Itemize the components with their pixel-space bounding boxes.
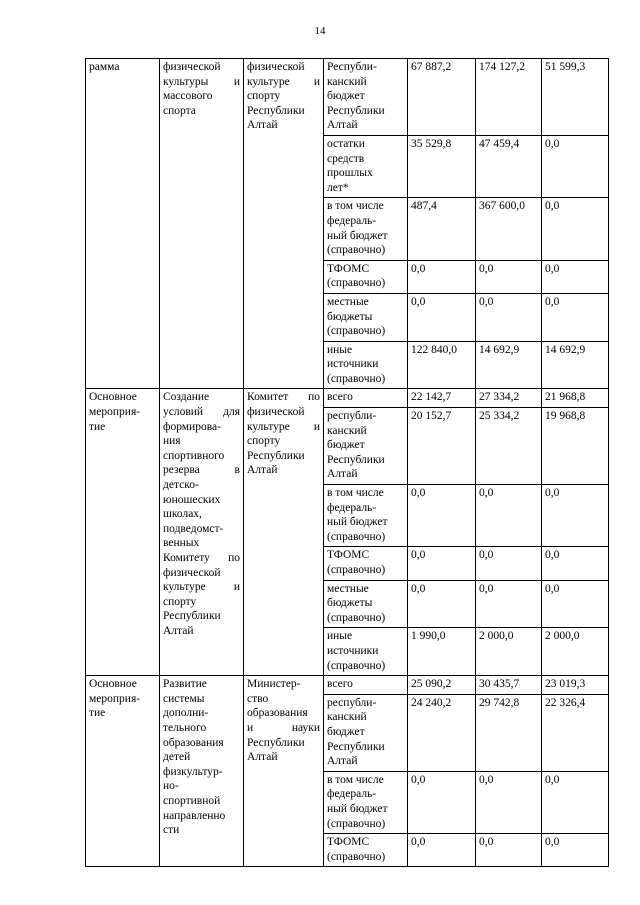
funding-source-cell-text: республи- канский бюджет Республики Алтай: [327, 410, 385, 481]
value-cell: [476, 135, 542, 197]
measure-cell-line: ния: [163, 435, 181, 448]
value-cell: [476, 834, 542, 867]
value-cell-text: 0,0: [479, 262, 494, 275]
section-cell-line: Основное: [89, 391, 137, 404]
measure-cell-line: сти: [163, 824, 180, 837]
value-cell: [476, 293, 542, 341]
value-cell: [542, 694, 609, 771]
measure-cell-line: дополни-: [163, 707, 209, 720]
value-cell: [542, 59, 609, 136]
measure-cell-line: физкультур-: [163, 765, 223, 778]
measure-cell-line: Развитие: [163, 678, 207, 691]
value-cell: [476, 198, 542, 260]
value-cell-text: 20 152,7: [411, 410, 452, 423]
value-cell: [476, 628, 542, 676]
value-cell-text: 2 000,0: [479, 630, 514, 643]
value-cell-text: 0,0: [479, 773, 494, 786]
funding-source-cell-text: республи- канский бюджет Республики Алтай: [327, 696, 385, 768]
value-cell: [408, 547, 476, 580]
funding-source-cell-text: ТФОМС (справочно): [327, 836, 386, 863]
funding-source-cell-text: местные бюджеты (справочно): [327, 295, 386, 338]
value-cell: [476, 547, 542, 580]
value-cell: [408, 485, 476, 547]
measure-cell-line: венных: [163, 537, 200, 550]
value-cell: [408, 580, 476, 628]
funding-source-cell: [324, 580, 408, 628]
section-cell-line: [89, 89, 156, 104]
value-cell-text: 0,0: [479, 487, 494, 500]
value-cell-text: 23 019,3: [545, 678, 586, 691]
value-cell-text: 29 742,8: [479, 696, 520, 709]
value-cell: [476, 694, 542, 771]
value-cell-text: 0,0: [479, 549, 494, 562]
value-cell: [542, 293, 609, 341]
value-cell-text: 24 240,2: [411, 696, 452, 709]
executor-cell: [244, 389, 324, 676]
executor-cell-line: спорту: [247, 435, 281, 448]
value-cell-text: 0,0: [411, 487, 426, 500]
measure-cell: [160, 676, 244, 867]
value-cell-text: 0,0: [411, 549, 426, 562]
value-cell-text: 30 435,7: [479, 678, 520, 691]
value-cell: [542, 389, 609, 408]
value-cell-text: 47 459,4: [479, 137, 520, 150]
value-cell: [408, 198, 476, 260]
executor-cell-line: ство: [247, 692, 269, 705]
value-cell: [408, 408, 476, 485]
measure-cell-line: детско-: [163, 479, 199, 492]
measure-cell-line: физической: [163, 566, 221, 579]
value-cell: [408, 59, 476, 136]
value-cell-text: 35 529,8: [411, 137, 452, 150]
value-cell-text: 2 000,0: [545, 630, 580, 643]
value-cell: [542, 135, 609, 197]
value-cell-text: 0,0: [411, 836, 426, 849]
funding-source-cell: [324, 547, 408, 580]
funding-source-cell-text: иные источники (справочно): [327, 630, 386, 672]
measure-cell-line: спортивной: [163, 794, 221, 807]
value-cell-text: 0,0: [479, 295, 494, 308]
value-cell: [476, 408, 542, 485]
value-cell-text: 67 887,2: [411, 61, 452, 73]
measure-cell-line: направленно: [163, 809, 226, 822]
executor-cell-line: Министер-: [247, 678, 301, 691]
value-cell-text: 0,0: [411, 295, 426, 308]
value-cell-text: 19 968,8: [545, 410, 586, 423]
value-cell-text: 0,0: [545, 200, 560, 213]
value-cell: [476, 260, 542, 293]
measure-cell-line: физической: [163, 61, 221, 73]
measure-cell-line: спорту: [163, 595, 197, 608]
measure-cell-line: Создание: [163, 391, 210, 404]
value-cell: [542, 628, 609, 676]
value-cell-text: 0,0: [479, 836, 494, 849]
value-cell-text: 0,0: [479, 582, 494, 595]
measure-cell-line: массового: [163, 90, 213, 103]
executor-cell-line: образования: [247, 707, 308, 720]
section-cell: [86, 676, 160, 867]
funding-source-cell-text: Республи- канский бюджет Республики Алтай: [327, 61, 385, 132]
executor-cell-line: Республики: [247, 104, 305, 117]
table-row: [86, 389, 609, 408]
value-cell: [542, 198, 609, 260]
value-cell: [542, 485, 609, 547]
measure-cell: [160, 389, 244, 676]
measure-cell-line: подведомст-: [163, 522, 224, 535]
value-cell: [408, 341, 476, 389]
section-cell: [86, 389, 160, 676]
value-cell-text: 21 968,8: [545, 391, 586, 404]
value-cell: [476, 341, 542, 389]
value-cell: [408, 771, 476, 833]
executor-cell-line: физической: [247, 61, 305, 73]
measure-cell-line: культуре и: [163, 581, 240, 594]
value-cell-text: 51 599,3: [545, 61, 586, 73]
executor-cell-line: Алтай: [247, 751, 278, 764]
value-cell-text: 0,0: [411, 262, 426, 275]
measure-cell-line: тельного: [163, 721, 207, 734]
value-cell-text: 0,0: [411, 582, 426, 595]
value-cell: [542, 580, 609, 628]
funding-source-cell-text: в том числе федераль- ный бюджет (справочно): [327, 200, 388, 257]
value-cell-text: 0,0: [545, 262, 560, 275]
measure-cell-line: культуры и: [163, 75, 240, 88]
funding-source-cell: [324, 389, 408, 408]
table-row: [86, 59, 609, 136]
value-cell-text: 0,0: [545, 836, 560, 849]
value-cell-text: 14 692,9: [479, 343, 520, 356]
measure-cell-line: резерва в: [163, 464, 240, 477]
funding-source-cell-text: ТФОМС (справочно): [327, 262, 386, 290]
measure-cell-line: школах,: [163, 508, 202, 521]
section-cell-line: мероприя-: [89, 406, 141, 419]
section-cell-line: тие: [89, 707, 106, 720]
value-cell: [476, 59, 542, 136]
value-cell-text: 14 692,9: [545, 343, 586, 356]
measure-cell-line: детей: [163, 751, 191, 764]
funding-table: [85, 58, 609, 867]
funding-source-cell: [324, 135, 408, 197]
value-cell: [542, 341, 609, 389]
funding-source-cell-text: в том числе федераль- ный бюджет (справочно): [327, 487, 388, 543]
section-cell-line: Основное: [89, 678, 137, 691]
measure-cell-line: формирова-: [163, 420, 221, 433]
measure-cell-line: Республики: [163, 610, 221, 623]
executor-cell-line: Алтай: [247, 464, 278, 477]
executor-cell-line: Республики: [247, 736, 305, 749]
value-cell-text: 25 334,2: [479, 410, 520, 423]
funding-source-cell-text: всего: [327, 678, 353, 691]
funding-source-cell: [324, 293, 408, 341]
section-cell: [86, 59, 160, 389]
executor-cell-line: Алтай: [247, 119, 278, 132]
section-cell-line: мероприя-: [89, 692, 141, 705]
measure-cell-line: Алтай: [163, 624, 194, 637]
executor-cell-line: культуре и: [247, 75, 320, 88]
value-cell: [542, 408, 609, 485]
executor-cell-line: культуре и: [247, 420, 320, 433]
funding-source-cell-text: ТФОМС (справочно): [327, 549, 386, 576]
funding-source-cell: [324, 694, 408, 771]
executor-cell: [244, 676, 324, 867]
funding-source-cell-text: иные источники (справочно): [327, 343, 386, 385]
executor-cell-line: Комитет по: [247, 391, 320, 404]
value-cell: [408, 389, 476, 408]
value-cell-text: 487,4: [411, 200, 437, 213]
value-cell: [408, 135, 476, 197]
executor-cell-line: и науки: [247, 721, 320, 734]
value-cell: [408, 676, 476, 695]
funding-source-cell: [324, 260, 408, 293]
value-cell: [542, 676, 609, 695]
value-cell-text: 122 840,0: [411, 343, 457, 356]
value-cell-text: 0,0: [545, 487, 560, 500]
measure-cell-line: условий для: [163, 406, 240, 419]
value-cell-text: 22 142,7: [411, 391, 452, 404]
measure-cell: [160, 59, 244, 389]
executor-cell-line: Республики: [247, 449, 305, 462]
value-cell: [476, 771, 542, 833]
section-cell-line: [89, 104, 156, 119]
value-cell: [476, 485, 542, 547]
value-cell-text: 174 127,2: [479, 61, 525, 73]
funding-source-cell: [324, 676, 408, 695]
value-cell-text: 27 334,2: [479, 391, 520, 404]
measure-cell-line: спорта: [163, 104, 196, 117]
value-cell-text: 25 090,2: [411, 678, 452, 691]
funding-source-cell-text: местные бюджеты (справочно): [327, 582, 386, 624]
value-cell: [408, 628, 476, 676]
value-cell-text: 0,0: [545, 549, 560, 562]
section-cell-line: [89, 75, 156, 90]
funding-source-cell: [324, 408, 408, 485]
funding-source-cell: [324, 341, 408, 389]
value-cell: [476, 389, 542, 408]
funding-source-cell: [324, 59, 408, 136]
value-cell-text: 0,0: [545, 137, 560, 150]
measure-cell-line: но-: [163, 780, 179, 793]
funding-source-cell-text: остатки средств прошлых лет*: [327, 137, 373, 194]
value-cell: [408, 293, 476, 341]
value-cell: [408, 694, 476, 771]
value-cell-text: 0,0: [411, 773, 426, 786]
value-cell: [542, 547, 609, 580]
value-cell-text: 1 990,0: [411, 630, 446, 643]
value-cell: [476, 676, 542, 695]
section-cell-line: рамма: [89, 61, 120, 73]
measure-cell-line: Комитету по: [163, 552, 240, 564]
executor-cell-line: спорту: [247, 90, 281, 103]
executor-cell-line: физической: [247, 406, 305, 419]
funding-source-cell: [324, 485, 408, 547]
value-cell-text: 22 326,4: [545, 696, 586, 709]
value-cell: [476, 580, 542, 628]
funding-source-cell-text: в том числе федераль- ный бюджет (справочно): [327, 773, 388, 830]
value-cell: [408, 260, 476, 293]
funding-source-cell: [324, 771, 408, 833]
funding-source-cell: [324, 834, 408, 867]
value-cell: [542, 834, 609, 867]
table-row: [86, 676, 609, 695]
value-cell: [542, 260, 609, 293]
funding-source-cell: [324, 198, 408, 260]
measure-cell-line: юношеских: [163, 493, 221, 506]
page-number: 14: [314, 25, 326, 37]
funding-source-cell-text: всего: [327, 391, 353, 404]
value-cell-text: 367 600,0: [479, 200, 525, 213]
section-cell-line: тие: [89, 420, 106, 433]
measure-cell-line: системы: [163, 692, 205, 705]
executor-cell: [244, 59, 324, 389]
value-cell-text: 0,0: [545, 295, 560, 308]
funding-source-cell: [324, 628, 408, 676]
measure-cell-line: спортивного: [163, 449, 225, 462]
measure-cell-line: образования: [163, 736, 224, 749]
value-cell-text: 0,0: [545, 773, 560, 786]
value-cell: [408, 834, 476, 867]
value-cell-text: 0,0: [545, 582, 560, 595]
value-cell: [542, 771, 609, 833]
